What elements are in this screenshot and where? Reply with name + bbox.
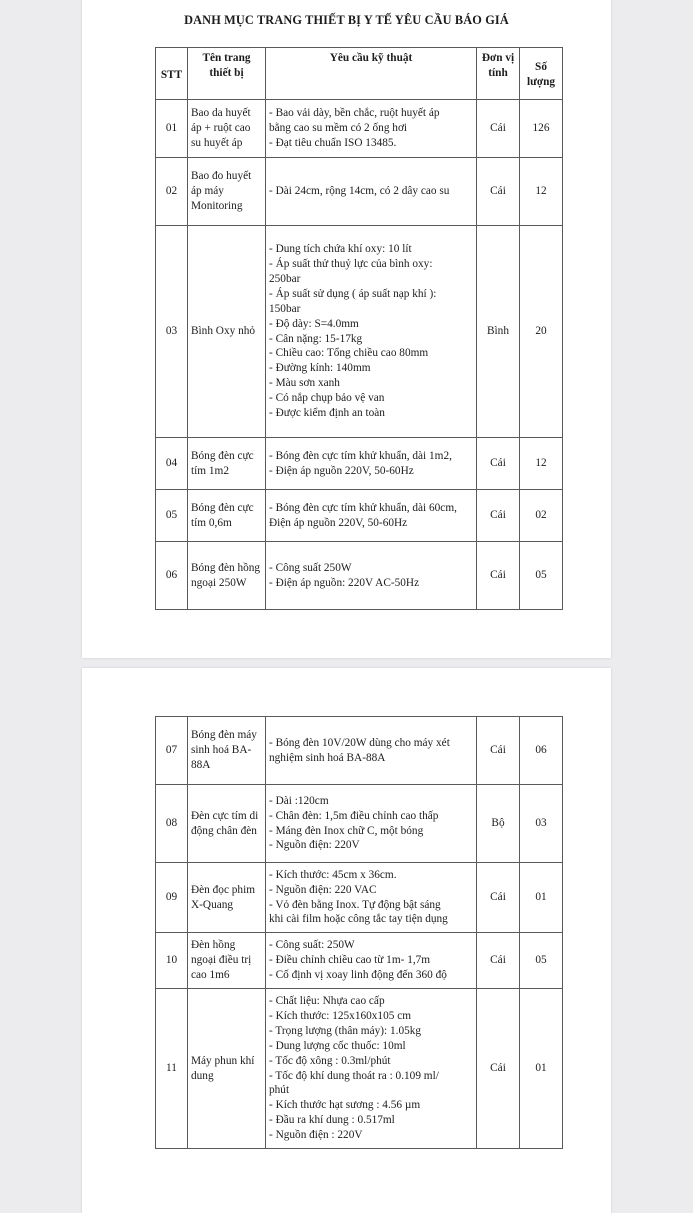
spec-line: - Tốc độ khí dung thoát ra : 0.109 ml/ xyxy=(269,1069,439,1082)
spec-line: - Dài 24cm, rộng 14cm, có 2 dây cao su xyxy=(269,185,450,198)
row-quantity: 02 xyxy=(520,490,563,542)
row-quantity: 05 xyxy=(520,542,563,610)
spec-line: - Nguồn điện: 220 VAC xyxy=(269,883,377,896)
table-row xyxy=(156,158,563,226)
row-device-name: Đèn cực tím di động chân đèn xyxy=(188,785,266,863)
spec-line: - Trọng lượng (thân máy): 1.05kg xyxy=(269,1024,422,1037)
row-stt: 08 xyxy=(156,785,188,863)
spec-line: - Độ dày: S=4.0mm xyxy=(269,317,359,330)
spec-line: - Cân nặng: 15-17kg xyxy=(269,332,363,345)
spec-line: Điện áp nguồn 220V, 50-60Hz xyxy=(269,516,408,529)
spec-line: - Đường kính: 140mm xyxy=(269,362,371,375)
row-spec xyxy=(266,933,477,989)
spec-line: - Kích thước: 125x160x105 cm xyxy=(269,1009,411,1022)
row-spec xyxy=(266,438,477,490)
spec-line: - Nguồn điện: 220V xyxy=(269,839,360,852)
row-spec xyxy=(266,863,477,933)
row-device-name: Máy phun khí dung xyxy=(188,989,266,1149)
spec-line: - Áp suất thử thuỷ lực của bình oxy: xyxy=(269,257,433,270)
spec-line: - Điều chỉnh chiều cao từ 1m- 1,7m xyxy=(269,954,431,967)
row-device-name: Bóng đèn cực tím 1m2 xyxy=(188,438,266,490)
spec-line: - Dung lượng cốc thuốc: 10ml xyxy=(269,1039,406,1052)
equipment-table-page-2 xyxy=(155,716,563,1149)
table-row xyxy=(156,542,563,610)
row-quantity: 01 xyxy=(520,989,563,1149)
row-quantity: 126 xyxy=(520,100,563,158)
table-row xyxy=(156,438,563,490)
spec-line: - Dung tích chứa khí oxy: 10 lít xyxy=(269,243,412,256)
row-stt: 02 xyxy=(156,158,188,226)
table-header-row xyxy=(156,48,563,100)
row-device-name: Bao đo huyết áp máy Monitoring xyxy=(188,158,266,226)
row-unit: Cái xyxy=(477,717,520,785)
table-row xyxy=(156,933,563,989)
row-unit: Cái xyxy=(477,863,520,933)
row-spec xyxy=(266,785,477,863)
spec-line: khi cài film hoặc công tắc tay tiện dụng xyxy=(269,913,448,926)
spec-line: - Kích thước: 45cm x 36cm. xyxy=(269,868,397,881)
spec-line: - Đầu ra khí dung : 0.517ml xyxy=(269,1114,395,1127)
row-stt: 01 xyxy=(156,100,188,158)
spec-line: - Bóng đèn 10V/20W dùng cho máy xét xyxy=(269,736,450,749)
row-spec xyxy=(266,490,477,542)
header-stt: STT xyxy=(156,48,188,100)
spec-line: - Có nắp chụp bảo vệ van xyxy=(269,392,385,405)
row-quantity: 01 xyxy=(520,863,563,933)
row-stt: 11 xyxy=(156,989,188,1149)
spec-line: 250bar xyxy=(269,272,301,285)
spec-line: - Cố định vị xoay linh động đến 360 độ xyxy=(269,968,447,981)
row-spec xyxy=(266,100,477,158)
row-stt: 03 xyxy=(156,226,188,438)
table-row xyxy=(156,490,563,542)
row-unit: Cái xyxy=(477,438,520,490)
row-spec xyxy=(266,542,477,610)
spec-line: - Nguồn điện : 220V xyxy=(269,1129,363,1142)
row-device-name: Bao da huyết áp + ruột cao su huyết áp xyxy=(188,100,266,158)
row-spec xyxy=(266,226,477,438)
row-stt: 04 xyxy=(156,438,188,490)
row-device-name: Bóng đèn cực tím 0,6m xyxy=(188,490,266,542)
header-qty: Số lượng xyxy=(520,48,563,100)
spec-line: - Kích thước hạt sương : 4.56 µm xyxy=(269,1099,421,1112)
row-quantity: 05 xyxy=(520,933,563,989)
row-unit: Cái xyxy=(477,542,520,610)
spec-line: bằng cao su mềm có 2 ống hơi xyxy=(269,122,408,135)
spec-line: 150bar xyxy=(269,302,301,315)
row-stt: 10 xyxy=(156,933,188,989)
spec-line: - Tốc độ xông : 0.3ml/phút xyxy=(269,1054,391,1067)
row-spec xyxy=(266,158,477,226)
row-quantity: 03 xyxy=(520,785,563,863)
document-title: DANH MỤC TRANG THIẾT BỊ Y TẾ YÊU CẦU BÁO GIÁ xyxy=(184,13,509,27)
row-unit: Cái xyxy=(477,490,520,542)
spec-line: - Bóng đèn cực tím khử khuẩn, dài 60cm, xyxy=(269,501,457,514)
spec-line: - Bao vải dày, bền chắc, ruột huyết áp xyxy=(269,107,440,120)
spec-line: - Điện áp nguồn: 220V AC-50Hz xyxy=(269,576,420,589)
spec-line: nghiệm sinh hoá BA-88A xyxy=(269,751,386,764)
row-device-name: Đèn đọc phim X-Quang xyxy=(188,863,266,933)
row-device-name: Bóng đèn máy sinh hoá BA-88A xyxy=(188,717,266,785)
spec-line: - Áp suất sử dụng ( áp suất nạp khí ): xyxy=(269,287,437,300)
spec-line: - Màu sơn xanh xyxy=(269,377,340,390)
table-row xyxy=(156,226,563,438)
spec-line: - Dài :120cm xyxy=(269,794,329,807)
row-unit: Cái xyxy=(477,158,520,226)
row-device-name: Bình Oxy nhỏ xyxy=(188,226,266,438)
row-device-name: Đèn hồng ngoại điều trị cao 1m6 xyxy=(188,933,266,989)
table-row xyxy=(156,717,563,785)
row-unit: Cái xyxy=(477,100,520,158)
table-row xyxy=(156,100,563,158)
header-name: Tên trang thiết bị xyxy=(188,48,266,100)
spec-line: - Đạt tiêu chuẩn ISO 13485. xyxy=(269,136,397,149)
row-quantity: 20 xyxy=(520,226,563,438)
row-unit: Cái xyxy=(477,933,520,989)
row-quantity: 12 xyxy=(520,158,563,226)
spec-line: phút xyxy=(269,1084,290,1097)
spec-line: - Chiều cao: Tổng chiều cao 80mm xyxy=(269,347,429,360)
row-quantity: 12 xyxy=(520,438,563,490)
spec-line: - Chân đèn: 1,5m điều chỉnh cao thấp xyxy=(269,809,439,822)
row-stt: 07 xyxy=(156,717,188,785)
document-page-2 xyxy=(82,668,611,1213)
table-row xyxy=(156,785,563,863)
row-stt: 05 xyxy=(156,490,188,542)
document-page-1 xyxy=(82,0,611,658)
header-spec: Yêu cầu kỹ thuật xyxy=(266,48,477,100)
row-spec xyxy=(266,717,477,785)
row-spec xyxy=(266,989,477,1149)
spec-line: - Bóng đèn cực tím khử khuẩn, dài 1m2, xyxy=(269,449,452,462)
table-row xyxy=(156,863,563,933)
row-stt: 09 xyxy=(156,863,188,933)
spec-line: - Được kiểm định an toàn xyxy=(269,407,385,420)
table-row xyxy=(156,989,563,1149)
spec-line: - Điện áp nguồn 220V, 50-60Hz xyxy=(269,464,414,477)
equipment-table-page-1 xyxy=(155,47,563,610)
row-quantity: 06 xyxy=(520,717,563,785)
row-unit: Bình xyxy=(477,226,520,438)
spec-line: - Vỏ đèn bằng Inox. Tự động bật sáng xyxy=(269,898,441,911)
spec-line: - Chất liệu: Nhựa cao cấp xyxy=(269,994,385,1007)
header-unit: Đơn vị tính xyxy=(477,48,520,100)
spec-line: - Công suất: 250W xyxy=(269,939,355,952)
row-stt: 06 xyxy=(156,542,188,610)
spec-line: - Công suất 250W xyxy=(269,561,352,574)
row-device-name: Bóng đèn hồng ngoại 250W xyxy=(188,542,266,610)
row-unit: Bộ xyxy=(477,785,520,863)
spec-line: - Máng đèn Inox chữ C, một bóng xyxy=(269,824,424,837)
row-unit: Cái xyxy=(477,989,520,1149)
